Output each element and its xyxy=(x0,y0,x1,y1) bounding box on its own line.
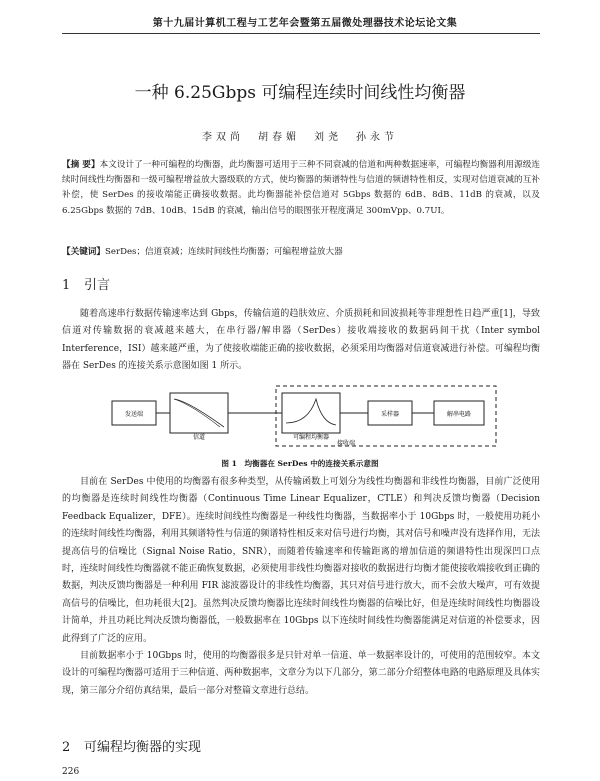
keywords-text: SerDes；信道衰减；连续时间线性均衡器；可编程增益放大器 xyxy=(104,247,343,257)
paper-title: 一种 6.25Gbps 可编程连续时间线性均衡器 xyxy=(134,83,466,103)
section-title: 可编程均衡器的实现 xyxy=(84,740,202,755)
section-number: 2 xyxy=(62,740,71,755)
equalizer-response-curve xyxy=(286,399,336,425)
channel-label: 信道 xyxy=(192,434,206,441)
authors: 李双尚 胡春媚 刘尧 孙永节 xyxy=(202,132,398,143)
channel-response-curve xyxy=(174,399,224,427)
section-number: 1 xyxy=(62,278,71,293)
header-rule xyxy=(62,33,540,34)
channel-response-curve-2 xyxy=(174,399,220,427)
channel-block xyxy=(170,393,228,433)
abstract-label: 【摘 要】 xyxy=(62,160,100,170)
deserializer-label: 解串电路 xyxy=(446,411,472,418)
receiver-label: 接收端 xyxy=(336,440,356,447)
abstract xyxy=(62,158,540,219)
running-header: 第十九届计算机工程与工艺年会暨第五届微处理器技术论坛论文集 xyxy=(152,18,458,29)
keywords xyxy=(62,245,540,260)
paragraph-equalizer-types: 目前在 SerDes 中使用的均衡器有很多种类型，从传输函数上可划分为线性均衡器和非线性均衡器，目前广泛使用的均衡器是连续时间线性均衡器（Continuous Time Linear Equalizer，CTLE）和判决反馈均衡器（Decision Feedback Equalizer，DFE）。连续时间线性均衡器是一种线性均衡器，当数据率小于 10Gbps 时，一般使用功耗小的连续时间线性均衡器，利用其频谱特性与信道的频谱特性相反来对信号进行均衡，其对信号和噪声没有选择作用，无法提高信号的信噪比（Signal Noise Ratio，SNR），而随着传输速率和传输距离的增加信道的频谱特性出现深凹口点时，连续时间线性均衡器就不能正确恢复数据，必须使用非线性均衡器对接收的数据进行均衡才能使接收端接收到正确的数据，判决反馈均衡器是一种利用 FIR 滤波器设计的非线性均衡器，其只对信号进行放大，而不会放大噪声，可有效提高信号的信噪比，但功耗很大[2]。虽然判决反馈均衡器比连续时间线性均衡器的信噪比好，但是连续时间线性均衡器设计简单，并且功耗比判决反馈均衡器低，一般数据率在 10Gbps 以下连续时间线性均衡器能满足对信道的补偿要求，因此得到了广泛的应用。 xyxy=(62,477,540,644)
abstract-text: 本文设计了一种可编程的均衡器，此均衡器可适用于三种不同衰减的信道和两种数据速率，可编程均衡器利用源级连续时间线性均衡器和一级可编程增益放大器级联的方式，使均衡器的频谱特性与信道的频谱特性相反，实现对信道衰减的互补补偿，使 SerDes 的接收端能正确接收数据。此均衡器能补偿信道对 5Gbps 数据的 6dB、8dB、11dB 的衰减，以及 6.25Gbps 数据的 7dB、10dB、15dB 的衰减，输出信号的眼图张开程度满足 300mVpp、0.7UI。 xyxy=(62,160,540,216)
block-diagram xyxy=(108,383,500,451)
equalizer-label: 可编程均衡器 xyxy=(292,434,330,441)
page-number: 226 xyxy=(62,767,80,777)
figure-1 xyxy=(108,383,500,451)
section-heading-1 xyxy=(62,274,110,293)
section-heading-2 xyxy=(62,736,201,755)
sampler-label: 采样器 xyxy=(380,411,400,418)
keywords-label: 【关键词】 xyxy=(62,247,105,257)
paragraph-scope: 目前数据率小于 10Gbps 时，使用的均衡器很多是只针对单一信道、单一数据率设计的，可使用的范围较窄。本文设计的可编程均衡器可适用于三种信道、两种数据率，文章分为以下几部分，第二部分介绍整体电路的电路原理及具体实现，第三部分介绍仿真结果，最后一部分对整篇文章进行总结。 xyxy=(62,651,540,696)
equalizer-block xyxy=(282,393,340,433)
figure-caption: 图 1 均衡器在 SerDes 中的连接关系示意图 xyxy=(221,459,379,468)
paragraph-intro: 随着高速串行数据传输速率达到 Gbps，传输信道的趋肤效应、介质损耗和回波损耗等非理想性日趋严重[1]，导致信道对传输数据的衰减越来越大，在串行器/解串器（SerDes）接收端接收的数据码间干扰（Inter symbol Interference，ISI）越来越严重，为了使接收端能正确的接收数据，必须采用均衡器对信道衰减进行补偿。可编程均衡器在 SerDes 的连接关系示意图如图 1 所示。 xyxy=(62,309,540,372)
section-title: 引言 xyxy=(84,278,111,293)
send-label: 发送端 xyxy=(124,411,144,418)
